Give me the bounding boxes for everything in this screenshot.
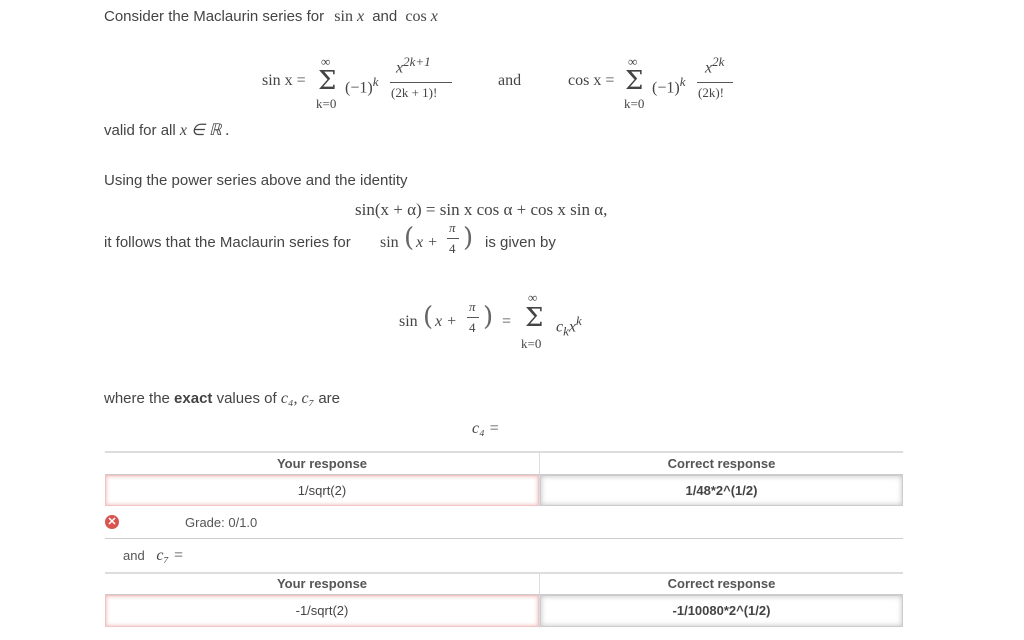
intro-sin: sin x [334,8,365,25]
sin-sign: $(-1)^k$ [345,74,379,97]
table2-correct-header: Correct response [667,576,776,591]
target-eq: = [502,313,512,330]
target-sigma-lower: k=0 [521,336,542,351]
given-text: is given by [485,234,556,251]
sin-numerator: $x^{2k+1}$ [396,54,431,77]
follows-inner: x + [416,234,438,251]
valid-text: valid for all [104,122,176,139]
identity-formula: sin(x + α) = sin x cos α + cos x sin α, [355,200,608,219]
valid-expr: x ∈ ℝ . [179,122,230,139]
follows-lparen: ( [404,223,415,253]
table1-correct-response: 1/48*2^(1/2) [540,475,903,506]
where-post: values of [216,390,277,407]
table2-your-header: Your response [276,576,368,591]
close-icon: ✕ [105,515,119,529]
target-pi: π [469,299,476,314]
sin-sigma-lower: k=0 [316,96,337,111]
where-are: are [318,390,340,407]
cos-sign: $(-1)^k$ [652,74,686,97]
cos-series-lhs: cos x = [568,72,615,89]
intro-text: Consider the Maclaurin series for [104,8,325,25]
table1-correct-header: Correct response [667,456,776,471]
sin-denominator: (2k + 1)! [391,85,438,100]
sin-sigma-upper: ∞ [321,54,331,69]
follows-four: 4 [449,241,456,256]
target-sigma-upper: ∞ [528,290,538,305]
where-line [104,390,340,408]
intro-line [104,8,438,26]
where-pre: where the [104,390,170,407]
follows-text: it follows that the Maclaurin series for [104,234,351,251]
cos-sigma: Σ [625,66,644,96]
target-inner: x + [435,313,457,330]
valid-line [104,120,230,140]
table1-top-border [105,451,903,453]
series-and: and [498,72,522,89]
target-lparen: ( [423,302,434,332]
cos-frac-line [697,82,733,83]
cos-numerator: $x^{2k}$ [705,54,725,77]
table1-your-header: Your response [276,456,368,471]
c7-label: and c₇ = [123,547,184,564]
follows-frac-line [447,238,459,239]
table2-your-response: -1/sqrt(2) [105,595,539,627]
target-frac-line [467,317,479,318]
where-bold: exact [174,390,213,407]
target-rparen: ) [483,302,494,332]
where-vars: c₄, c₇ [280,390,315,407]
follows-pi: π [449,220,456,235]
grade-text: Grade: 0/1.0 [185,515,258,530]
table2-correct-response: -1/10080*2^(1/2) [540,595,903,627]
target-four: 4 [469,320,476,335]
intro-and: and [372,8,398,25]
table1-your-response: 1/sqrt(2) [105,475,539,506]
c4-label: c₄ = [472,420,500,437]
grade-border [105,538,903,539]
cos-denominator: (2k)! [698,85,724,100]
sin-series-lhs: sin x = [262,72,306,89]
target-sigma: Σ [525,303,544,333]
sin-sigma: Σ [318,66,337,96]
sin-frac-line [390,82,452,83]
intro-cos: cos x [405,8,438,25]
table2-top-border [105,572,903,574]
follows-rparen: ) [463,223,474,253]
target-term: $c_kx^k$ [556,313,582,339]
cos-sigma-lower: k=0 [624,96,645,111]
identity-intro: Using the power series above and the identity [104,172,408,189]
follows-sin: sin [380,234,399,251]
cos-sigma-upper: ∞ [628,54,638,69]
target-sin: sin [399,313,418,330]
